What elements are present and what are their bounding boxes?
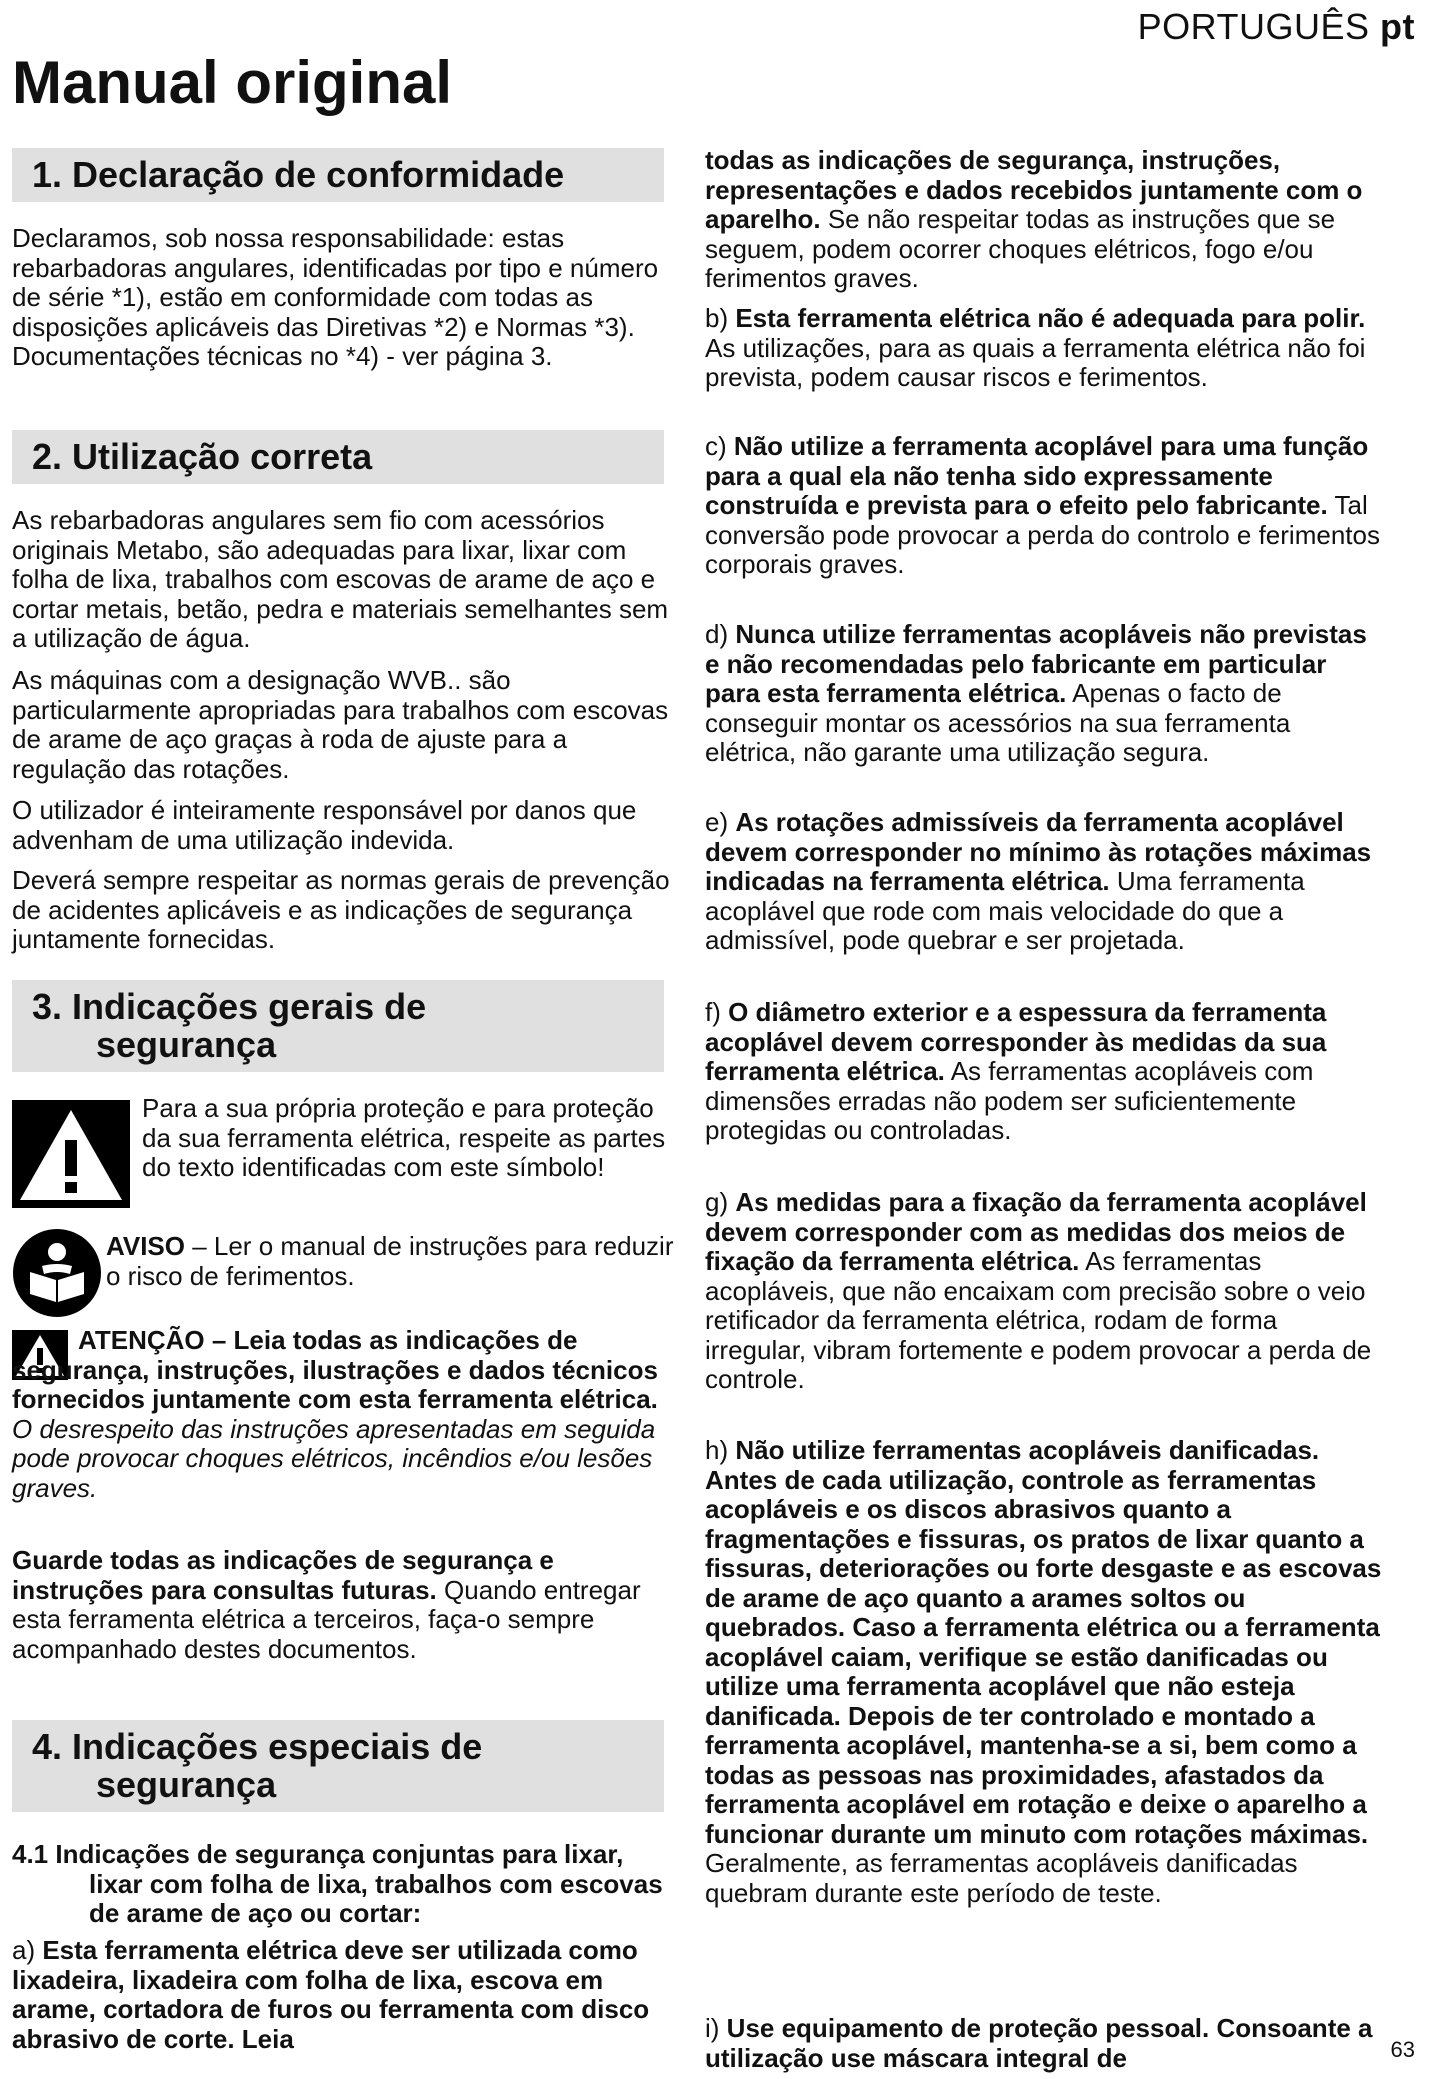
aviso-note: AVISO – Ler o manual de instruções para reduzir o risco de ferimentos. (106, 1231, 674, 1291)
language-header (1138, 6, 1415, 48)
language-label: PORTUGUÊS (1137, 6, 1370, 47)
section-2-paragraph-2: As máquinas com a designação WVB.. são particularmente apropriadas para trabalhos com escovas de arame de aço graças à roda de ajuste para a regulação das rotações. (12, 665, 669, 784)
section-1-heading: 1. Declaração de conformidade (12, 148, 664, 202)
item-a-continued: todas as indicações de segurança, instruções, representações e dados recebidos juntamente com o aparelho. Se não respeitar todas as instruções que se seguem, podem ocorrer choques elétricos, fogo e/ou ferimentos graves. (705, 145, 1363, 293)
item-c: c) Não utilize a ferramenta acoplável para uma função para a qual ela não tenha sido expressamente construída e prevista para o efeito pelo fabricante. Tal conversão pode provocar a perda do controlo e ferimentos corporais graves. (705, 431, 1380, 579)
page-title: Manual original (12, 49, 453, 116)
section-1-text: Declaramos, sob nossa responsabilidade: estas rebarbadoras angulares, identificadas por tipo e número de série *1), estão em conformidade com todas as disposições aplicáveis das Diretivas *2) e Normas *3). Documentações técnicas no *4) - ver página 3. (12, 223, 659, 371)
atencao-paragraph: ATENÇÃO – Leia todas as indicações de segurança, instruções, ilustrações e dados técnicos fornecidos juntamente com esta ferramenta elétrica. O desrespeito das instruções apresentadas em seguida pode provocar choques elétricos, incêndios e/ou lesões graves. (12, 1325, 658, 1503)
section-4-heading: 4. Indicações especiais de segurança (12, 1720, 664, 1812)
section-3-heading: 3. Indicações gerais de segurança (12, 980, 664, 1072)
section-2-paragraph-4: Deverá sempre respeitar as normas gerais de prevenção de acidentes aplicáveis e as indicações de segurança juntamente fornecidas. (12, 865, 670, 954)
warning-triangle-icon (12, 1100, 130, 1208)
item-i: i) Use equipamento de proteção pessoal. Consoante a utilização use máscara integral de (705, 2013, 1373, 2073)
page-number: 63 (1390, 2037, 1415, 2062)
item-h: h) Não utilize ferramentas acopláveis danificadas. Antes de cada utilização, controle as ferramentas acopláveis e os discos abrasivos quanto a fragmentações e fissuras, os pratos de lixar quanto a fissuras, deteriorações ou forte desgaste e as escovas de arame de aço quanto a arames soltos ou quebrados. Caso a ferramenta elétrica ou a ferramenta acoplável caiam, verifique se estão danificadas ou utilize uma ferramenta acoplável que não esteja danificada. Depois de ter controlado e montado a ferramenta acoplável, mantenha-se a si, bem como a todas as pessoas nas proximidades, afastados da ferramenta acoplável em rotação e deixe o aparelho a funcionar durante um minuto com rotações máximas. Geralmente, as ferramentas acopláveis danificadas quebram durante este período de teste. (705, 1435, 1382, 1908)
item-g: g) As medidas para a fixação da ferramenta acoplável devem corresponder com as medidas dos meios de fixação da ferramenta elétrica. As ferramentas acopláveis, que não encaixam com precisão sobre o veio retificador da ferramenta elétrica, rodam de forma irregular, vibram fortemente e podem provocar a perda de controle. (705, 1187, 1372, 1394)
item-a: a) Esta ferramenta elétrica deve ser utilizada como lixadeira, lixadeira com folha de lixa, escova em arame, cortadora de furos ou ferramenta com disco abrasivo de corte. Leia (12, 1935, 650, 2054)
language-code: pt (1380, 6, 1415, 47)
section-2-heading: 2. Utilização correta (12, 430, 664, 484)
read-manual-icon (12, 1228, 102, 1318)
section-2-paragraph-3: O utilizador é inteiramente responsável por danos que advenham de uma utilização indevida. (12, 795, 637, 855)
item-e: e) As rotações admissíveis da ferramenta acoplável devem corresponder no mínimo às rotações máximas indicadas na ferramenta elétrica. Uma ferramenta acoplável que rode com mais velocidade do que a admissível, pode quebrar e ser projetada. (705, 807, 1372, 955)
subsection-4-1: 4.1 Indicações de segurança conjuntas para lixar, lixar com folha de lixa, trabalhos com escovas de arame de aço ou cortar: (12, 1839, 663, 1928)
guarde-paragraph: Guarde todas as indicações de segurança e instruções para consultas futuras. Quando entregar esta ferramenta elétrica a terceiros, faça-o sempre acompanhado destes documentos. (12, 1545, 641, 1664)
item-f: f) O diâmetro exterior e a espessura da ferramenta acoplável devem corresponder às medidas da sua ferramenta elétrica. As ferramentas acopláveis com dimensões erradas não podem ser suficientemente protegidas ou controladas. (705, 997, 1327, 1145)
aviso-label: AVISO (106, 1231, 185, 1261)
symbol-note: Para a sua própria proteção e para proteção da sua ferramenta elétrica, respeite as partes do texto identificadas com este símbolo! (142, 1093, 666, 1182)
section-2-paragraph-1: As rebarbadoras angulares sem fio com acessórios originais Metabo, são adequadas para lixar, lixar com folha de lixa, trabalhos com escovas de arame de aço e cortar metais, betão, pedra e materiais semelhantes sem a utilização de água. (12, 505, 669, 653)
item-d: d) Nunca utilize ferramentas acopláveis não previstas e não recomendadas pelo fabricante em particular para esta ferramenta elétrica. Apenas o facto de conseguir montar os acessórios na sua ferramenta elétrica, não garante uma utilização segura. (705, 619, 1367, 767)
item-b: b) Esta ferramenta elétrica não é adequada para polir. As utilizações, para as quais a ferramenta elétrica não foi prevista, podem causar riscos e ferimentos. (705, 303, 1366, 392)
